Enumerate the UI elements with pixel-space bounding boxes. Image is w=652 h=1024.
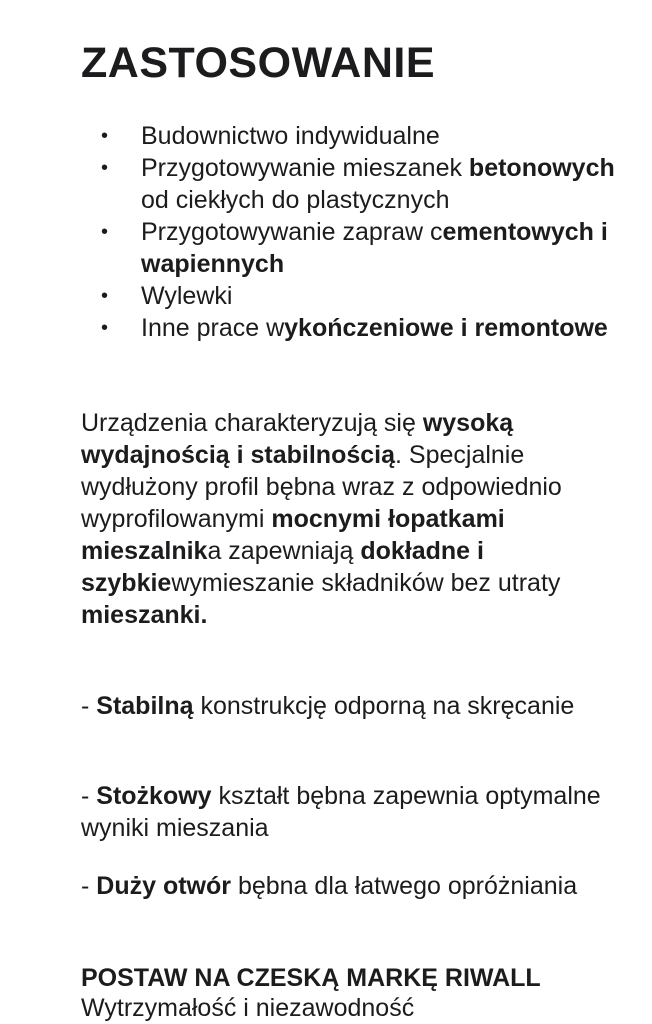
bullet-icon: • <box>101 125 109 147</box>
list-item-bold: ykończeniowe i remontowe <box>284 314 608 342</box>
list-item-text: Budownictwo indywidualne <box>141 122 440 150</box>
section-heading: ZASTOSOWANIE <box>81 39 436 87</box>
bullet-icon: • <box>101 221 109 243</box>
paragraph-text: wymieszanie składników bez utraty <box>171 569 561 597</box>
list-item-bold: betonowych <box>468 154 615 182</box>
paragraph-text: Urządzenia charakteryzują się <box>81 409 423 437</box>
feature-text: bębna dla łatwego opróżniania <box>231 872 578 900</box>
list-item <box>81 280 621 312</box>
feature-bold: Stabilną <box>96 692 194 720</box>
bullet-icon: • <box>101 317 109 339</box>
paragraph-bold: mieszanki. <box>81 601 208 629</box>
feature-prefix: - <box>81 782 97 810</box>
feature-prefix: - <box>81 692 97 720</box>
brand-headline: POSTAW NA CZESKĄ MARKĘ RIWALL <box>81 964 541 992</box>
application-list <box>81 120 621 344</box>
paragraph-bold: mocnymi łopatkami mieszalnik <box>81 505 505 565</box>
bullet-icon: • <box>101 285 109 307</box>
paragraph-bold: dokładne i szybkie <box>81 537 484 597</box>
feature-bold: Duży otwór <box>96 872 231 900</box>
feature-drum-shape <box>81 780 621 844</box>
feature-text: kształt bębna zapewnia optymalne wyniki mieszania <box>81 782 601 842</box>
list-item-text: Inne prace w <box>141 314 285 342</box>
list-item-bold: ementowych i wapiennych <box>141 218 608 278</box>
feature-text: konstrukcję odporną na skręcanie <box>193 692 575 720</box>
feature-prefix: - <box>81 872 97 900</box>
paragraph-text: . Specjalnie wydłużony profil bębna wraz z odpowiednio wyprofilowanymi <box>81 441 562 533</box>
list-item-text: Przygotowywanie mieszanek <box>141 154 469 182</box>
list-item <box>81 312 621 344</box>
list-item-text: Przygotowywanie zapraw c <box>141 218 443 246</box>
feature-bold: Stożkowy <box>96 782 212 810</box>
list-item-text: Wylewki <box>141 282 233 310</box>
list-item <box>81 152 621 216</box>
paragraph-text: a zapewniają <box>207 537 361 565</box>
feature-stability <box>81 690 621 722</box>
list-item-text: od ciekłych do plastycznych <box>141 186 450 214</box>
list-item <box>81 216 621 280</box>
list-item <box>81 120 621 152</box>
brand-subtitle: Wytrzymałość i niezawodność <box>81 994 415 1022</box>
bullet-icon: • <box>101 157 109 179</box>
feature-drum-opening <box>81 870 621 902</box>
description-paragraph <box>81 407 621 631</box>
paragraph-bold: wysoką wydajnością i stabilnością <box>81 409 514 469</box>
